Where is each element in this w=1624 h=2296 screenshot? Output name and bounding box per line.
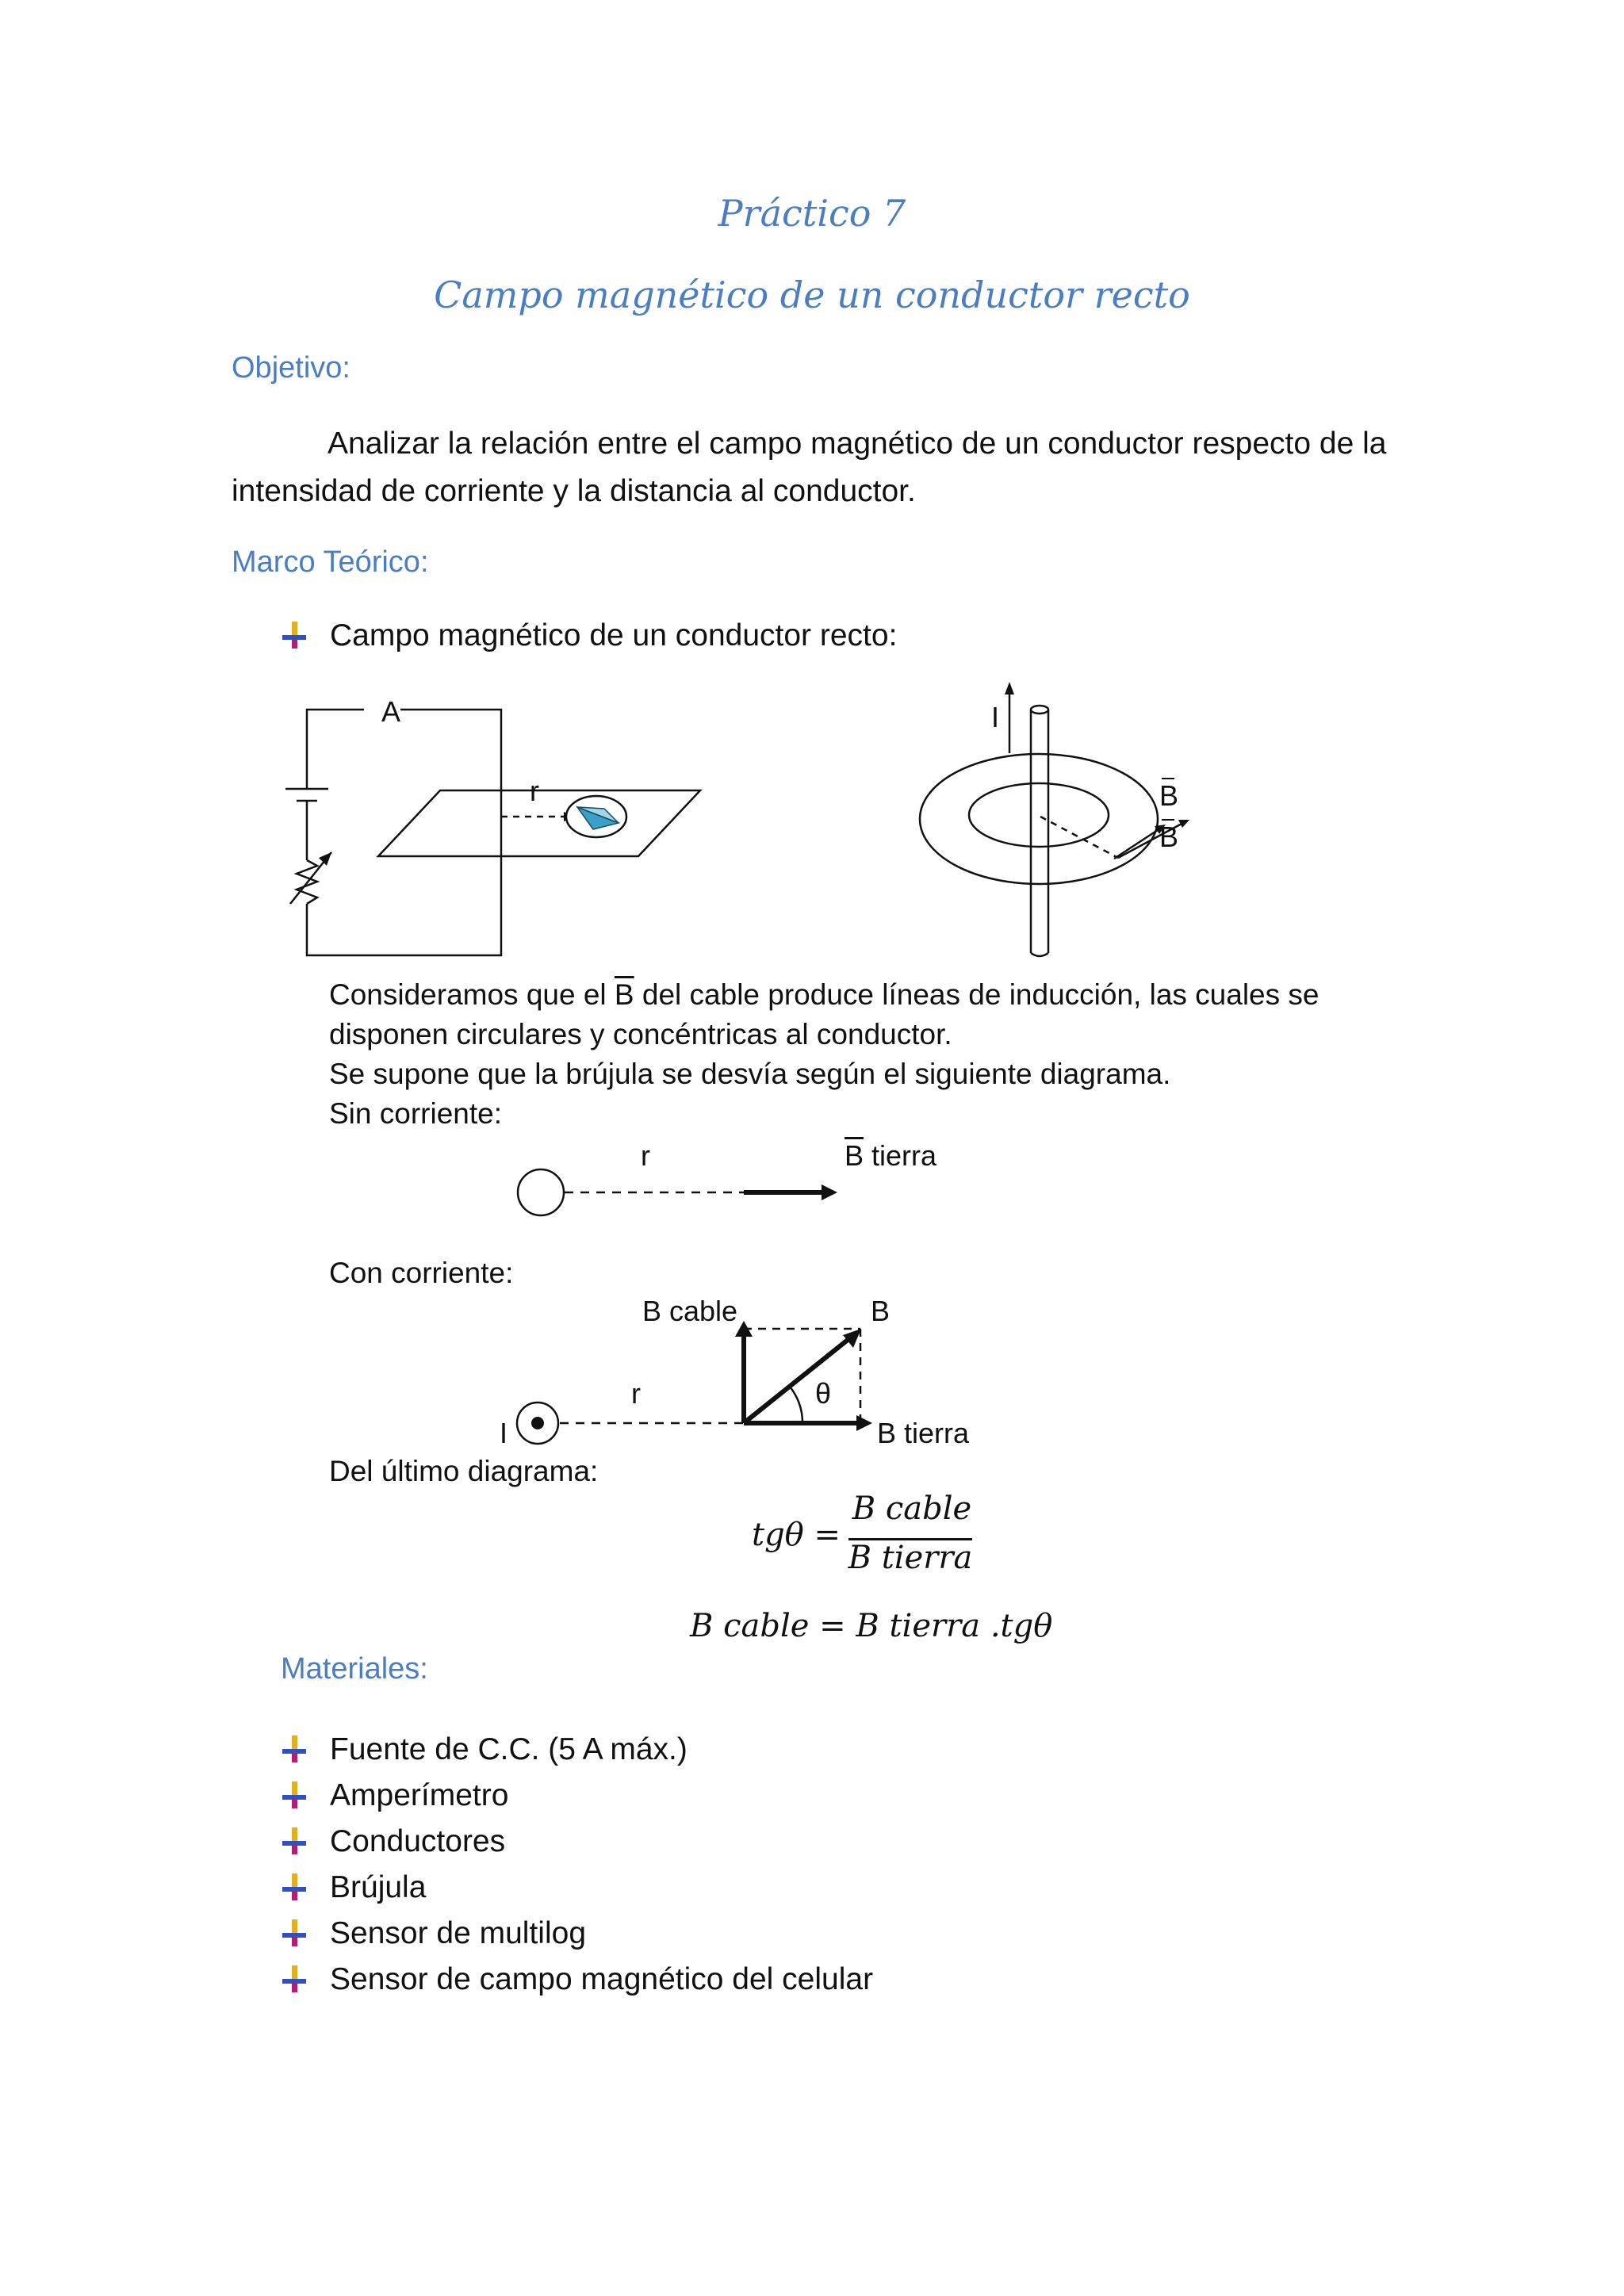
current-label: I	[991, 701, 1000, 733]
bullet-icon	[281, 1827, 308, 1856]
distance-label: r	[530, 775, 539, 807]
distance-label: r	[631, 1377, 641, 1410]
bullet-icon	[281, 1735, 308, 1764]
bullet-icon	[281, 1919, 308, 1948]
wire-field-diagram	[904, 674, 1237, 975]
page-subtitle: Campo magnético de un conductor recto	[434, 274, 1190, 316]
circuit-diagram	[278, 690, 722, 967]
explanation-line-3: Se supone que la brújula se desvía según el siguiente diagrama.	[329, 1058, 1171, 1090]
explanation	[329, 975, 1320, 1134]
formula-b-cable: B cable = B tierra .tgθ	[690, 1608, 1053, 1644]
current-label: I	[500, 1417, 508, 1449]
b-resultant-label: B	[871, 1295, 891, 1327]
formula-denominator: B tierra	[848, 1540, 973, 1576]
theta-label: θ	[815, 1377, 832, 1410]
field-label-2: B	[1159, 821, 1179, 853]
del-ultimo-label: Del último diagrama:	[329, 1455, 599, 1487]
b-cable-label: B cable	[642, 1295, 738, 1327]
explanation-line-4: Sin corriente:	[329, 1097, 502, 1130]
list-item: Fuente de C.C. (5 A máx.)	[281, 1727, 873, 1773]
objetivo-line-1: Analizar la relación entre el campo magnético de un conductor respecto de la	[327, 427, 1387, 461]
page-title: Práctico 7	[718, 192, 906, 235]
list-item: Amperímetro	[281, 1773, 873, 1819]
b-tierra-label: $\overline{B}$ tierra	[845, 1139, 937, 1172]
objetivo-heading: Objetivo:	[232, 351, 350, 385]
formula-numerator: B cable	[852, 1490, 972, 1527]
materiales-list	[281, 1727, 873, 2003]
bullet-icon	[281, 622, 308, 650]
formula-tg-lhs: tgθ =	[752, 1517, 841, 1553]
list-item: Brújula	[281, 1865, 873, 1911]
list-item: Sensor de campo magnético del celular	[281, 1957, 873, 2003]
materiales-heading: Materiales:	[281, 1652, 428, 1686]
b-tierra-label: B tierra	[877, 1417, 970, 1449]
field-label-1: B	[1159, 779, 1179, 812]
vector-diagram	[492, 1292, 999, 1451]
bullet-icon	[281, 1965, 308, 1994]
objetivo-line-2: intensidad de corriente y la distancia al conductor.	[232, 474, 916, 508]
explanation-line-2: disponen circulares y concéntricas al conductor.	[329, 1018, 952, 1050]
list-item: Sensor de multilog	[281, 1911, 873, 1957]
no-current-diagram	[508, 1130, 983, 1225]
marco-teorico-list	[281, 613, 897, 659]
distance-label: r	[641, 1139, 650, 1172]
list-item: Campo magnético de un conductor recto:	[281, 613, 897, 659]
con-corriente-label: Con corriente:	[329, 1257, 514, 1289]
marco-teorico-heading: Marco Teórico:	[232, 545, 429, 579]
ammeter-label: A	[381, 695, 401, 728]
list-item: Conductores	[281, 1819, 873, 1865]
bullet-icon	[281, 1781, 308, 1810]
b-vector: $\overline{B}$	[614, 978, 634, 1011]
bullet-icon	[281, 1873, 308, 1902]
explanation-line-1: Consideramos que el $\overline{B}$ del cable produce líneas de inducción, las cuales se	[329, 978, 1320, 1011]
